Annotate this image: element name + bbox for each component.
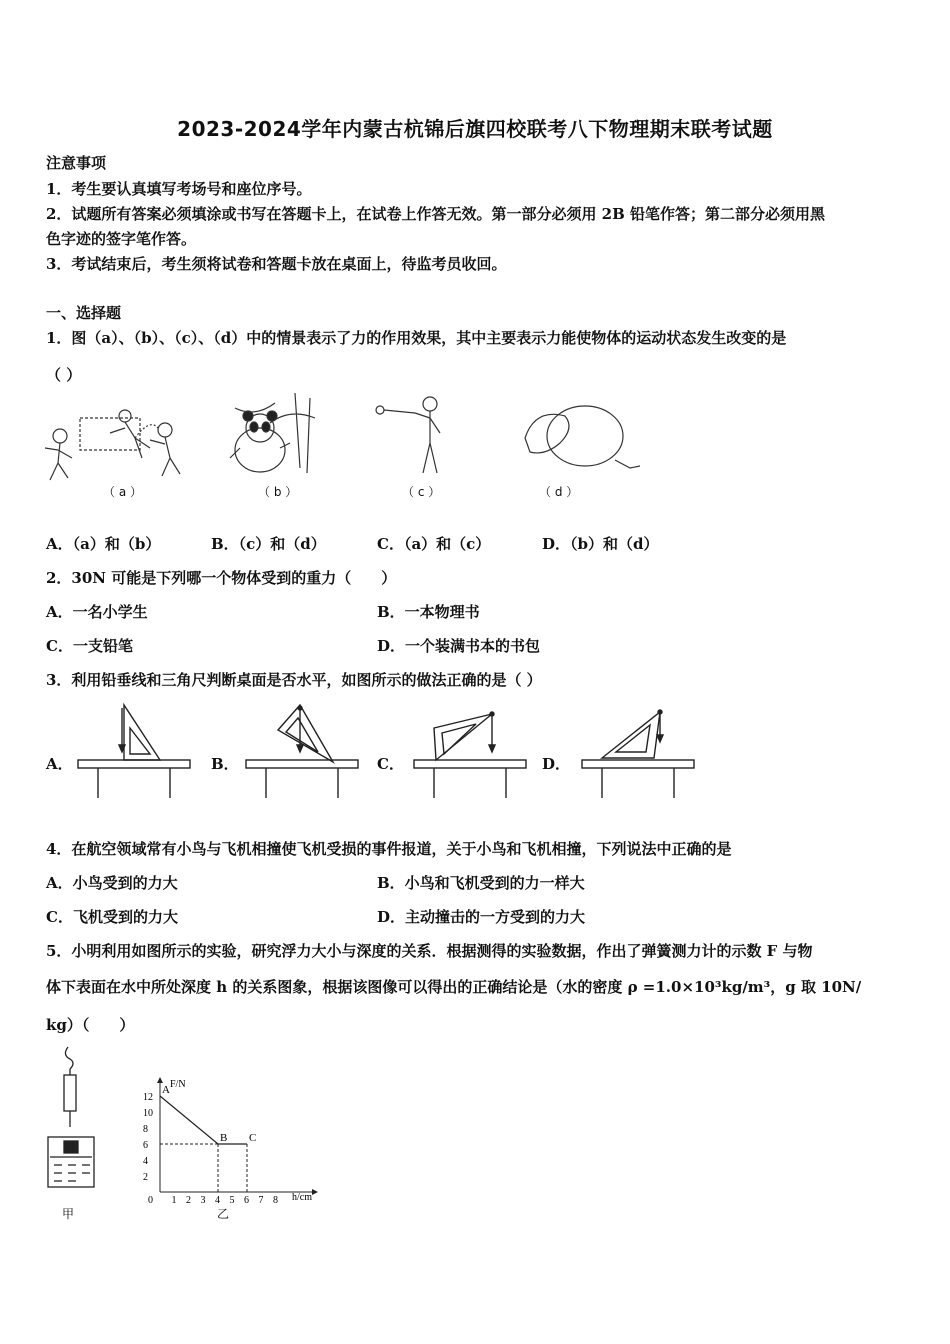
q1-stem: 1．图（a）、（b）、（c）、（d）中的情景表示了力的作用效果，其中主要表示力能使物体的运动状态发生改变的是 xyxy=(46,329,787,347)
q4-option-d[interactable]: D．主动撞击的一方受到的力大 xyxy=(377,908,586,926)
q4-option-c[interactable]: C．飞机受到的力大 xyxy=(46,908,178,926)
table-figure-c xyxy=(414,712,526,798)
figure-caption: 甲 xyxy=(62,1207,75,1221)
q1-stem: （ ） xyxy=(46,366,82,384)
q2-stem: 2．30N 可能是下列哪一个物体受到的重力（ ） xyxy=(46,569,397,587)
notice-heading: 注意事项 xyxy=(46,154,107,172)
figure-a xyxy=(45,410,180,480)
q5-stem: 5．小明利用如图所示的实验，研究浮力大小与深度的关系．根据测得的实验数据，作出了弹簧测力计的示数 F 与物 xyxy=(46,942,813,960)
figure-caption: （ b ） xyxy=(258,485,298,499)
notice-item: 2．试题所有答案必须填涂或书写在答题卡上，在试卷上作答无效。第一部分必须用 2B 铅笔作答；第二部分必须用黑 xyxy=(46,205,826,223)
q1-option-c[interactable]: C．（a）和（c） xyxy=(377,535,491,553)
y-tick-label: 6 xyxy=(143,1140,148,1151)
q2-option-d[interactable]: D．一个装满书本的书包 xyxy=(377,637,541,655)
f-h-chart xyxy=(135,1075,330,1205)
q2-option-c[interactable]: C．一支铅笔 xyxy=(46,637,133,655)
point-label: A xyxy=(162,1084,170,1096)
page-title: 2023-2024学年内蒙古杭锦后旗四校联考八下物理期末联考试题 xyxy=(177,117,773,141)
x-tick-label: 3 xyxy=(200,1195,206,1205)
q1-option-d[interactable]: D．（b）和（d） xyxy=(542,535,659,553)
x-axis-arrow xyxy=(312,1189,318,1195)
table-figure-b xyxy=(246,705,358,798)
notice-item: 色字迹的签字笔作答。 xyxy=(46,230,197,248)
section-heading: 一、选择题 xyxy=(46,304,122,322)
q3-option-b[interactable]: B． xyxy=(211,755,239,773)
q5-stem: 体下表面在水中所处深度 h 的关系图象，根据该图像可以得出的正确结论是（水的密度 ρ =1.0×10³kg/m³，g 取 10N/ xyxy=(46,978,862,996)
q3-figures xyxy=(70,700,700,805)
y-axis-arrow xyxy=(157,1077,163,1083)
q3-option-a[interactable]: A． xyxy=(46,755,73,773)
q3-stem: 3．利用铅垂线和三角尺判断桌面是否水平，如图所示的做法正确的是（ ） xyxy=(46,671,542,689)
figure-caption: （ d ） xyxy=(539,485,579,499)
table-figure-a xyxy=(78,705,190,798)
x-tick-label: 6 xyxy=(244,1195,249,1205)
x-axis-label: h/cm xyxy=(292,1192,312,1203)
q2-option-a[interactable]: A．一名小学生 xyxy=(46,603,148,621)
q4-option-a[interactable]: A．小鸟受到的力大 xyxy=(46,874,178,892)
q1-figures xyxy=(40,388,660,488)
table-figure-d xyxy=(582,710,694,798)
series-line xyxy=(160,1096,247,1144)
q3-option-c[interactable]: C． xyxy=(377,755,404,773)
figure-b xyxy=(230,393,315,473)
x-tick-label: 5 xyxy=(229,1195,235,1205)
x-tick-label: 7 xyxy=(258,1195,264,1205)
figure-c xyxy=(376,397,440,473)
y-tick-label: 8 xyxy=(143,1124,148,1135)
x-tick-label: 2 xyxy=(186,1195,191,1205)
y-tick-label: 4 xyxy=(143,1156,148,1167)
point-label: C xyxy=(249,1132,257,1144)
q5-stem: kg）（ ） xyxy=(46,1016,135,1034)
q4-option-b[interactable]: B．小鸟和飞机受到的力一样大 xyxy=(377,874,585,892)
x-tick-label: 0 xyxy=(148,1195,153,1205)
y-axis-label: F/N xyxy=(170,1079,186,1090)
y-tick-label: 10 xyxy=(143,1108,153,1119)
figure-d xyxy=(525,406,640,468)
figure-caption: 乙 xyxy=(217,1207,230,1221)
notice-item: 1．考生要认真填写考场号和座位序号。 xyxy=(46,180,312,198)
x-tick-label: 1 xyxy=(171,1195,177,1205)
q4-stem: 4．在航空领域常有小鸟与飞机相撞使飞机受损的事件报道，关于小鸟和飞机相撞，下列说法中正确的是 xyxy=(46,840,732,858)
q1-option-b[interactable]: B．（c）和（d） xyxy=(211,535,326,553)
x-tick-label: 8 xyxy=(273,1195,278,1205)
x-tick-label: 4 xyxy=(215,1195,220,1205)
figure-caption: （ c ） xyxy=(402,485,441,499)
spring-scale-figure xyxy=(40,1045,110,1195)
figure-caption: （ a ） xyxy=(103,485,142,499)
q1-option-a[interactable]: A．（a）和（b） xyxy=(46,535,161,553)
y-tick-label: 12 xyxy=(143,1092,153,1103)
q2-option-b[interactable]: B．一本物理书 xyxy=(377,603,480,621)
notice-item: 3．考试结束后，考生须将试卷和答题卡放在桌面上，待监考员收回。 xyxy=(46,255,507,273)
q3-option-d[interactable]: D． xyxy=(542,755,571,773)
point-label: B xyxy=(220,1132,228,1144)
y-tick-label: 2 xyxy=(143,1172,148,1183)
